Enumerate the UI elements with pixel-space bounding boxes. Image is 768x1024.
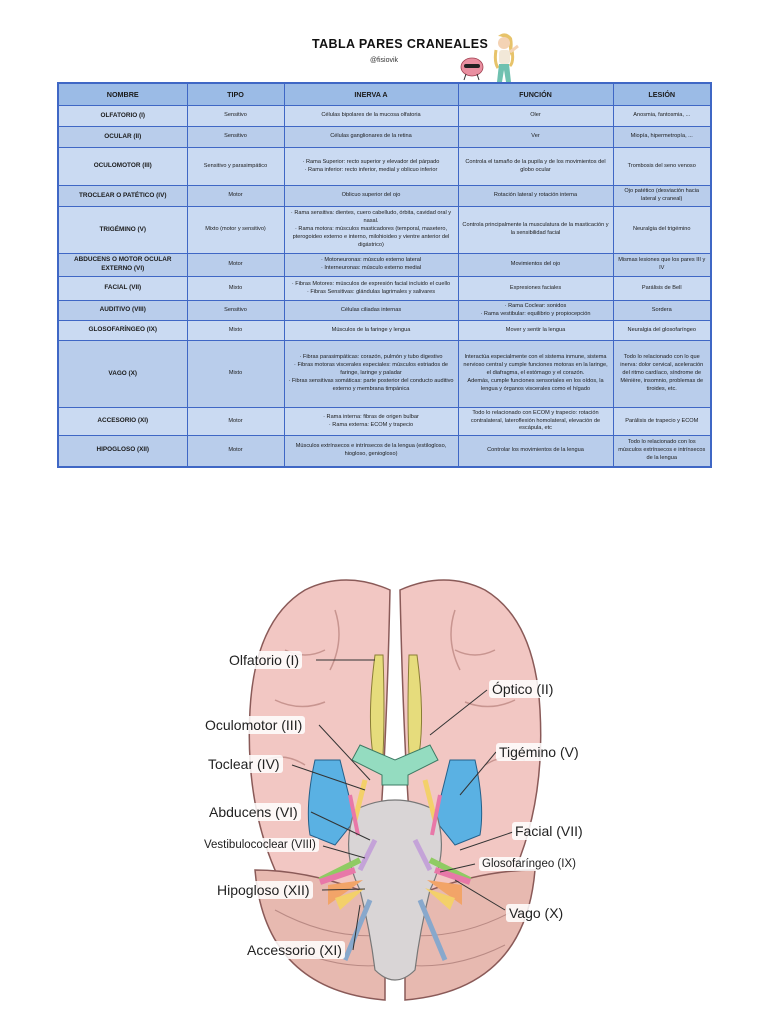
cell-lesion: Ojo patético (desviación hacia lateral y craneal): [613, 186, 711, 207]
cell-lesion: Neuralgia del glosofaríngeo: [613, 321, 711, 341]
cell-tipo: Mixto: [187, 341, 284, 408]
cell-tipo: Motor: [187, 254, 284, 277]
cell-lesion: Parálisis de trapecio y ECOM: [613, 408, 711, 436]
label-troclear: Toclear (IV): [205, 755, 283, 773]
table-row: [58, 254, 711, 277]
cell-nombre: TROCLEAR O PATÉTICO (IV): [58, 186, 187, 207]
page-header: [0, 30, 768, 80]
cell-lesion: Parálisis de Bell: [613, 277, 711, 301]
cell-funcion: Movimientos del ojo: [458, 254, 613, 277]
cell-lesion: Trombosis del seno venoso: [613, 148, 711, 186]
table-row: [58, 106, 711, 127]
column-header-tipo: TIPO: [187, 83, 284, 106]
cranial-nerves-table: [57, 82, 712, 468]
person-icon: [495, 33, 518, 82]
table-row: [58, 277, 711, 301]
brain-mascot-icon: [461, 58, 483, 80]
cell-funcion: Rotación lateral y rotación interna: [458, 186, 613, 207]
label-facial: Facial (VII): [512, 822, 586, 840]
cell-funcion: Mover y sentir la lengua: [458, 321, 613, 341]
cell-tipo: Sensitivo y parasimpático: [187, 148, 284, 186]
cell-tipo: Sensitivo: [187, 106, 284, 127]
column-header-funcion: FUNCIÓN: [458, 83, 613, 106]
cell-inerva: · Motoneuronas: músculo externo lateral · Interneuronas: músculo externo medial: [284, 254, 458, 277]
author-handle: @fisiovik: [369, 57, 399, 64]
cell-inerva: Células ciliadas internas: [284, 301, 458, 321]
cell-inerva: · Rama interna: fibras de origen bulbar · Rama externa: ECOM y trapecio: [284, 408, 458, 436]
table-row: [58, 127, 711, 148]
table-row: [58, 207, 711, 254]
page-title: TABLA PARES CRANEALES: [312, 37, 489, 51]
cell-inerva: Músculos extrínsecos e intrínsecos de la lengua (estilogloso, hiogloso, geniogloso): [284, 436, 458, 467]
table-row: [58, 148, 711, 186]
cell-nombre: ACCESORIO (XI): [58, 408, 187, 436]
label-oculomotor: Oculomotor (III): [202, 716, 305, 734]
column-header-inerva: INERVA A: [284, 83, 458, 106]
table-row: [58, 301, 711, 321]
cell-inerva: Células ganglionares de la retina: [284, 127, 458, 148]
column-header-lesion: LESIÓN: [613, 83, 711, 106]
label-olfatorio: Olfatorio (I): [226, 651, 302, 669]
cell-lesion: Mismas lesiones que los pares III y IV: [613, 254, 711, 277]
table-row: [58, 436, 711, 467]
label-hipogloso: Hipogloso (XII): [214, 881, 313, 899]
table-row: [58, 186, 711, 207]
table-header-row: [58, 83, 711, 106]
cell-lesion: Todo lo relacionado con lo que inerva: dolor cervical, aceleración del ritmo cardíaco, síndrome de Ménière, insomnio, problemas de tiroides, etc.: [613, 341, 711, 408]
cell-lesion: Neuralgia del trigémino: [613, 207, 711, 254]
label-optico: Óptico (II): [489, 680, 556, 698]
cell-nombre: VAGO (X): [58, 341, 187, 408]
label-vestibulococlear: Vestibulococlear (VIII): [201, 838, 319, 852]
cell-inerva: · Rama sensitiva: dientes, cuero cabelludo, órbita, cavidad oral y nasal. · Rama motora: músculos masticadores (temporal, masetero, pterogoideo externo e interno, milohioideo y vientre anterior del digástrico): [284, 207, 458, 254]
cell-lesion: Todo lo relacionado con los músculos extrínsecos e intrínsecos de la lengua: [613, 436, 711, 467]
cell-inerva: Oblicuo superior del ojo: [284, 186, 458, 207]
cell-tipo: Sensitivo: [187, 127, 284, 148]
table-row: [58, 321, 711, 341]
cell-funcion: · Rama Coclear: sonidos · Rama vestibular: equilibrio y propiocepción: [458, 301, 613, 321]
cell-funcion: Interactúa especialmente con el sistema inmune, sistema nervioso central y cumple funciones motoras en la laringe, el diafragma, el estómago y el corazón. Además, cumple funciones sensoriales en los oídos, la lengua y órganos viscerales como el hígado: [458, 341, 613, 408]
cell-lesion: Miopía, hipermetropía, ...: [613, 127, 711, 148]
cell-nombre: GLOSOFARÍNGEO (IX): [58, 321, 187, 341]
cell-nombre: OCULAR (II): [58, 127, 187, 148]
cell-funcion: Controla el tamaño de la pupila y de los movimientos del globo ocular: [458, 148, 613, 186]
cell-funcion: Todo lo relacionado con ECOM y trapecio: rotación contralateral, lateroflexión homolateral, elevación de escápula, etc: [458, 408, 613, 436]
cell-nombre: FACIAL (VII): [58, 277, 187, 301]
cell-lesion: Sordera: [613, 301, 711, 321]
cell-funcion: Expresiones faciales: [458, 277, 613, 301]
cell-tipo: Mixto (motor y sensitivo): [187, 207, 284, 254]
cell-tipo: Mixto: [187, 321, 284, 341]
cell-tipo: Motor: [187, 436, 284, 467]
cell-funcion: Controlar los movimientos de la lengua: [458, 436, 613, 467]
cell-inerva: · Rama Superior: recto superior y elevador del párpado · Rama inferior: recto inferior, medial y oblicuo inferior: [284, 148, 458, 186]
cell-nombre: OCULOMOTOR (III): [58, 148, 187, 186]
avatar-illustration: [458, 30, 528, 85]
label-glosofaringeo: Glosofaríngeo (IX): [479, 857, 579, 871]
cell-nombre: ABDUCENS O MOTOR OCULAR EXTERNO (VI): [58, 254, 187, 277]
cell-tipo: Motor: [187, 408, 284, 436]
cell-tipo: Motor: [187, 186, 284, 207]
cell-inerva: Músculos de la faringe y lengua: [284, 321, 458, 341]
cell-tipo: Mixto: [187, 277, 284, 301]
cell-funcion: Controla principalmente la musculatura de la masticación y la sensibilidad facial: [458, 207, 613, 254]
cell-lesion: Anosmia, fantosmia, ...: [613, 106, 711, 127]
column-header-nombre: NOMBRE: [58, 83, 187, 106]
cell-inerva: · Fibras parasimpáticas: corazón, pulmón y tubo digestivo · Fibras motoras viscerales especiales: músculos estriados de faringe, laringe y paladar · Fibras sensitivas somáticas: parte posterior del conducto auditivo externo y membrana timpánica: [284, 341, 458, 408]
cell-nombre: HIPOGLOSO (XII): [58, 436, 187, 467]
cell-nombre: AUDITIVO (VIII): [58, 301, 187, 321]
label-accesorio: Accessorio (XI): [244, 941, 345, 959]
cell-nombre: OLFATORIO (I): [58, 106, 187, 127]
table-row: [58, 341, 711, 408]
label-vago: Vago (X): [506, 904, 566, 922]
cell-inerva: Células bipolares de la mucosa olfatoria: [284, 106, 458, 127]
table-row: [58, 408, 711, 436]
cell-nombre: TRIGÉMINO (V): [58, 207, 187, 254]
cell-inerva: · Fibras Motores: músculos de expresión facial incluido el cuello · Fibras Sensitivas: glándulas lagrimales y salivares: [284, 277, 458, 301]
cell-funcion: Oler: [458, 106, 613, 127]
label-abducens: Abducens (VI): [206, 803, 301, 821]
label-trigemino: Tigémino (V): [496, 743, 582, 761]
cell-tipo: Sensitivo: [187, 301, 284, 321]
cell-funcion: Ver: [458, 127, 613, 148]
